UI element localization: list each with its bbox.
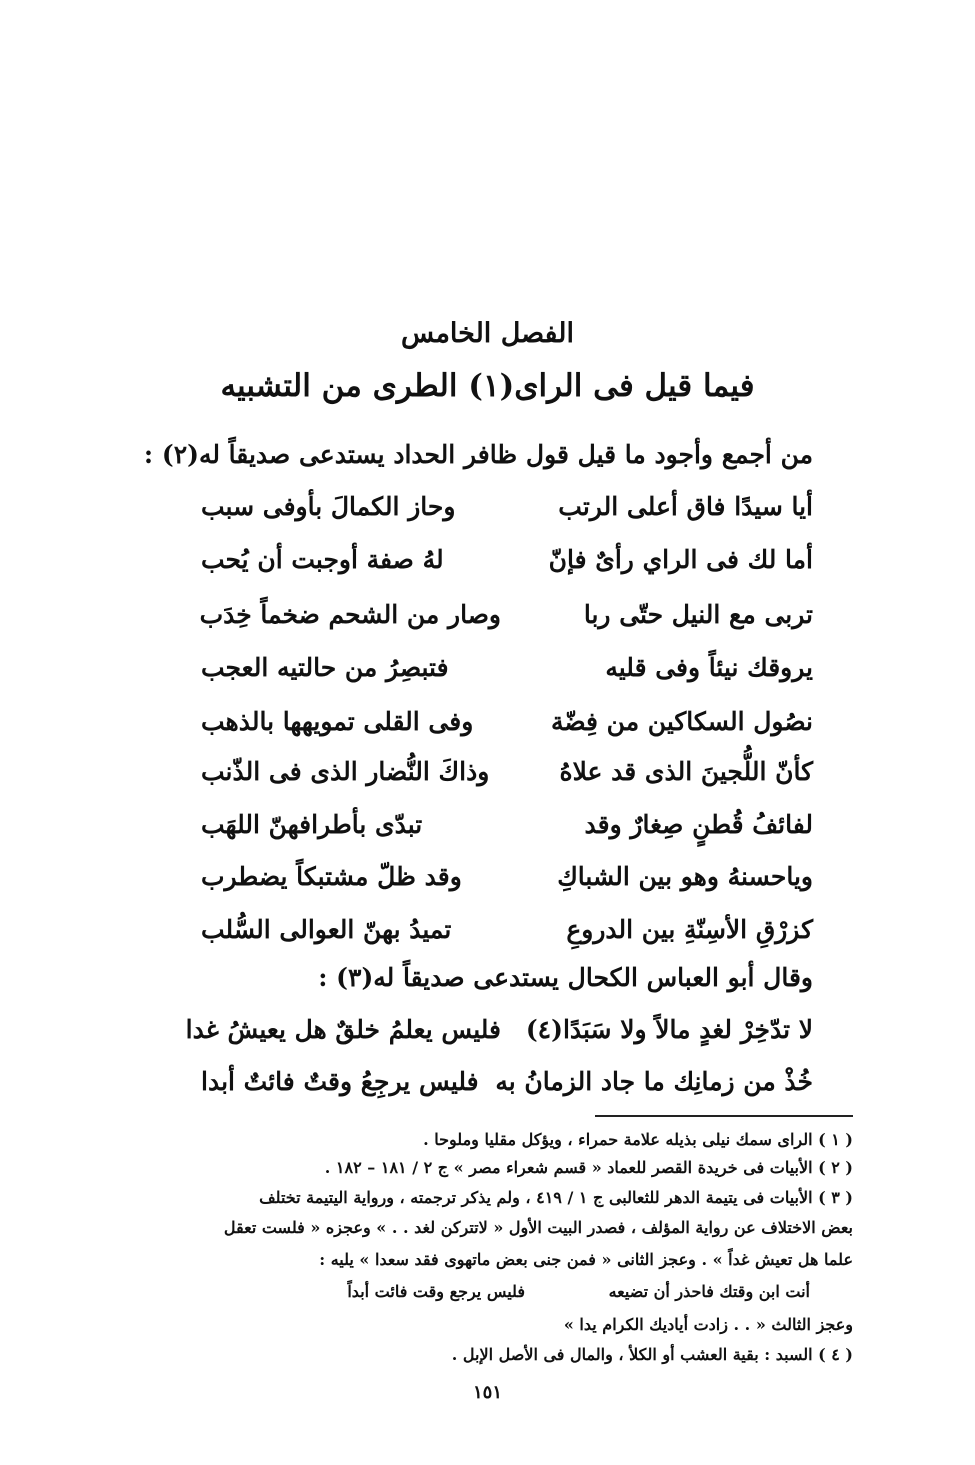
hemistich-second: فليس يرجِعُ وقتٌ فائتٌ أبدا xyxy=(201,1067,479,1096)
footnote-rule xyxy=(595,1115,853,1117)
poem-1-verse-1 xyxy=(201,492,813,542)
poem-1-verse-4 xyxy=(201,653,813,703)
footnote-1: ( ١ ) الراى سمك نيلى بذيله علامة حمراء ، ويؤكل مقليا وملوحا . xyxy=(423,1130,853,1149)
poem-1-verse-7 xyxy=(201,810,813,860)
hemistich-first: كأنّ اللُّجينَ الذى قد علاهُ xyxy=(559,757,813,786)
hemistich-first: كزرْقِ الأسِنّةِ بين الدروعِ xyxy=(566,915,813,944)
poem-1-verse-8 xyxy=(201,862,813,912)
footnote-4: ( ٤ ) السبد : بقية العشب أو الكلأ ، والمال فى الأصل الإبل . xyxy=(451,1345,853,1364)
footnote-3-verse-second: فليس يرجع وقت فائت أبداً xyxy=(347,1282,525,1301)
poem-1-verse-6 xyxy=(201,757,813,807)
page-number: ١٥١ xyxy=(472,1382,502,1403)
hemistich-second: وذاكَ النُّضار الذى فى الذّنب xyxy=(201,757,490,786)
hemistich-second: وصار من الشحم ضخماً خِدَب xyxy=(199,600,501,629)
hemistich-first: لا تدّخِرْ لغدٍ مالاً ولا سَبَدًا(٤) xyxy=(525,1015,813,1044)
footnote-3-line-3: علما هل تعيش غداً » . وعجز الثانى « فمن جنى بعض ماتهوى فقد سعدا » يليه : xyxy=(319,1250,853,1269)
hemistich-first: خُذْ من زمانِك ما جاد الزمانُ به xyxy=(495,1067,813,1096)
hemistich-second: وفى القلى تمويهها بالذهب xyxy=(201,707,474,736)
hemistich-second: وحاز الكمالَ بأوفى سبب xyxy=(201,492,456,521)
hemistich-first: أما لك فى الراي رأىٌ فإنّ xyxy=(548,545,813,574)
poem-2-verse-2 xyxy=(201,1067,813,1117)
hemistich-second: لهُ صفة أوجبت أن يُحب xyxy=(201,545,444,574)
hemistich-second: فتبصِرُ من حالتيه العجب xyxy=(201,653,449,682)
poem-1-verse-2 xyxy=(201,545,813,595)
hemistich-first: نصُول السكاكين من فِضّة xyxy=(550,707,813,736)
hemistich-first: أيا سيدًا فاق أعلى الرتب xyxy=(558,492,813,521)
hemistich-second: تبدّى بأطرافهنّ اللهَب xyxy=(201,810,423,839)
footnote-3-line-4: وعجز الثالث « . . زادت أياديك الكرام يدا » xyxy=(563,1315,853,1334)
poem-2-verse-1 xyxy=(185,1015,813,1065)
poem-1-verse-3 xyxy=(201,600,813,650)
footnote-3-verse-first: أنت ابن وقتك فاحذر أن تضيعه xyxy=(608,1282,810,1301)
intro-line-1: من أجمع وأجود ما قيل قول ظافر الحداد يستدعى صديقاً له(٢) : xyxy=(143,440,813,469)
section-title: فيما قيل فى الراى(١) الطرى من التشبيه xyxy=(220,368,755,404)
hemistich-second: فليس يعلمُ خلقٌ هل يعيشُ غدا xyxy=(185,1015,501,1044)
hemistich-first: تربى مع النيل حتّى ربا xyxy=(583,600,813,629)
hemistich-second: تميدُ بهنّ العوالى السُّلب xyxy=(201,915,452,944)
footnote-2: ( ٢ ) الأبيات فى خريدة القصر للعماد « قسم شعراء مصر » ج ٢ / ١٨١ – ١٨٢ . xyxy=(324,1158,853,1177)
footnote-3-line-2: بعض الاختلاف عن رواية المؤلف ، فصدر البيت الأول « لاتتركن لغد . . » وعجزه « فلست تعقل xyxy=(223,1218,853,1237)
hemistich-first: يروقك نيئاً وفى قليه xyxy=(605,653,813,682)
poem-1-verse-5 xyxy=(201,707,813,757)
intro-line-2: وقال أبو العباس الكحال يستدعى صديقاً له(٣) : xyxy=(318,963,813,992)
hemistich-second: وقد ظلّ مشتبكاً يضطرب xyxy=(201,862,462,891)
hemistich-first: وياحسنهُ وهو بين الشباكِ xyxy=(557,862,813,891)
footnote-3-line-1: ( ٣ ) الأبيات فى يتيمة الدهر للثعالبى ج ١ / ٤١٩ ، ولم يذكر ترجمته ، ورواية اليتيمة تختلف xyxy=(259,1188,853,1207)
chapter-heading: الفصل الخامس xyxy=(401,318,574,349)
hemistich-first: لفائفُ قُطنٍ صِغارٌ وقد xyxy=(584,810,813,839)
poem-1-verse-9 xyxy=(201,915,813,965)
